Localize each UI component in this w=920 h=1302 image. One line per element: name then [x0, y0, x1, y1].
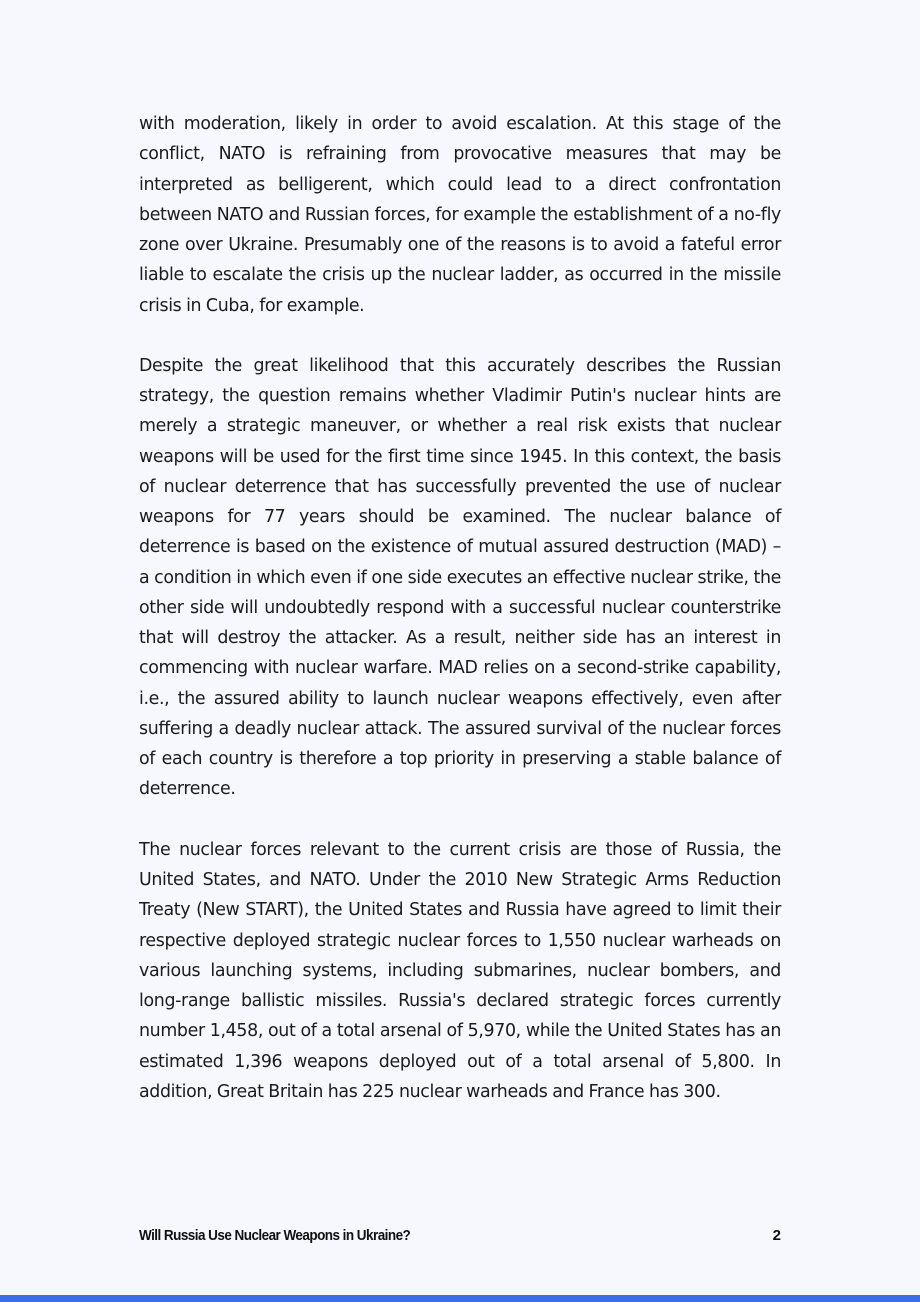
page-number: 2: [772, 1226, 781, 1244]
document-body: [139, 109, 781, 1137]
paragraph-3: The nuclear forces relevant to the current crisis are those of Russia, the United States, and NATO. Under the 2010 New Strategic Arms Reduction Treaty (New START), the United States and Russia have agreed to limit their respective deployed strategic nuclear forces to 1,550 nuclear warheads on various launching systems, including submarines, nuclear bombers, and long-range ballistic missiles. Russia's declared strategic forces currently number 1,458, out of a total arsenal of 5,970, while the United States has an estimated 1,396 weapons deployed out of a total arsenal of 5,800. In addition, Great Britain has 225 nuclear warheads and France has 300.: [139, 839, 781, 1102]
footer-document-title: Will Russia Use Nuclear Weapons in Ukraine?: [139, 1226, 411, 1244]
paragraph-2: Despite the great likelihood that this accurately describes the Russian strategy, the question remains whether Vladimir Putin's nuclear hints are merely a strategic maneuver, or whether a real risk exists that nuclear weapons will be used for the first time since 1945. In this context, the basis of nuclear deterrence that has successfully prevented the use of nuclear weapons for 77 years should be examined. The nuclear balance of deterrence is based on the existence of mutual assured destruction (MAD) – a condition in which even if one side executes an effective nuclear strike, the other side will undoubtedly respond with a successful nuclear counterstrike that will destroy the attacker. As a result, neither side has an interest in commencing with nuclear warfare. MAD relies on a second-strike capability, i.e., the assured ability to launch nuclear weapons effectively, even after suffering a deadly nuclear attack. The assured survival of the nuclear forces of each country is therefore a top priority in preserving a stable balance of deterrence.: [139, 355, 781, 800]
bottom-accent-bar: [0, 1295, 920, 1302]
page-footer: [139, 1223, 781, 1247]
paragraph-1: with moderation, likely in order to avoid escalation. At this stage of the conflict, NATO is refraining from provocative measures that may be interpreted as belligerent, which could lead to a direct confrontation between NATO and Russian forces, for example the establishment of a no-fly zone over Ukraine. Presumably one of the reasons is to avoid a fateful error liable to escalate the crisis up the nuclear ladder, as occurred in the missile crisis in Cuba, for example.: [139, 114, 781, 316]
